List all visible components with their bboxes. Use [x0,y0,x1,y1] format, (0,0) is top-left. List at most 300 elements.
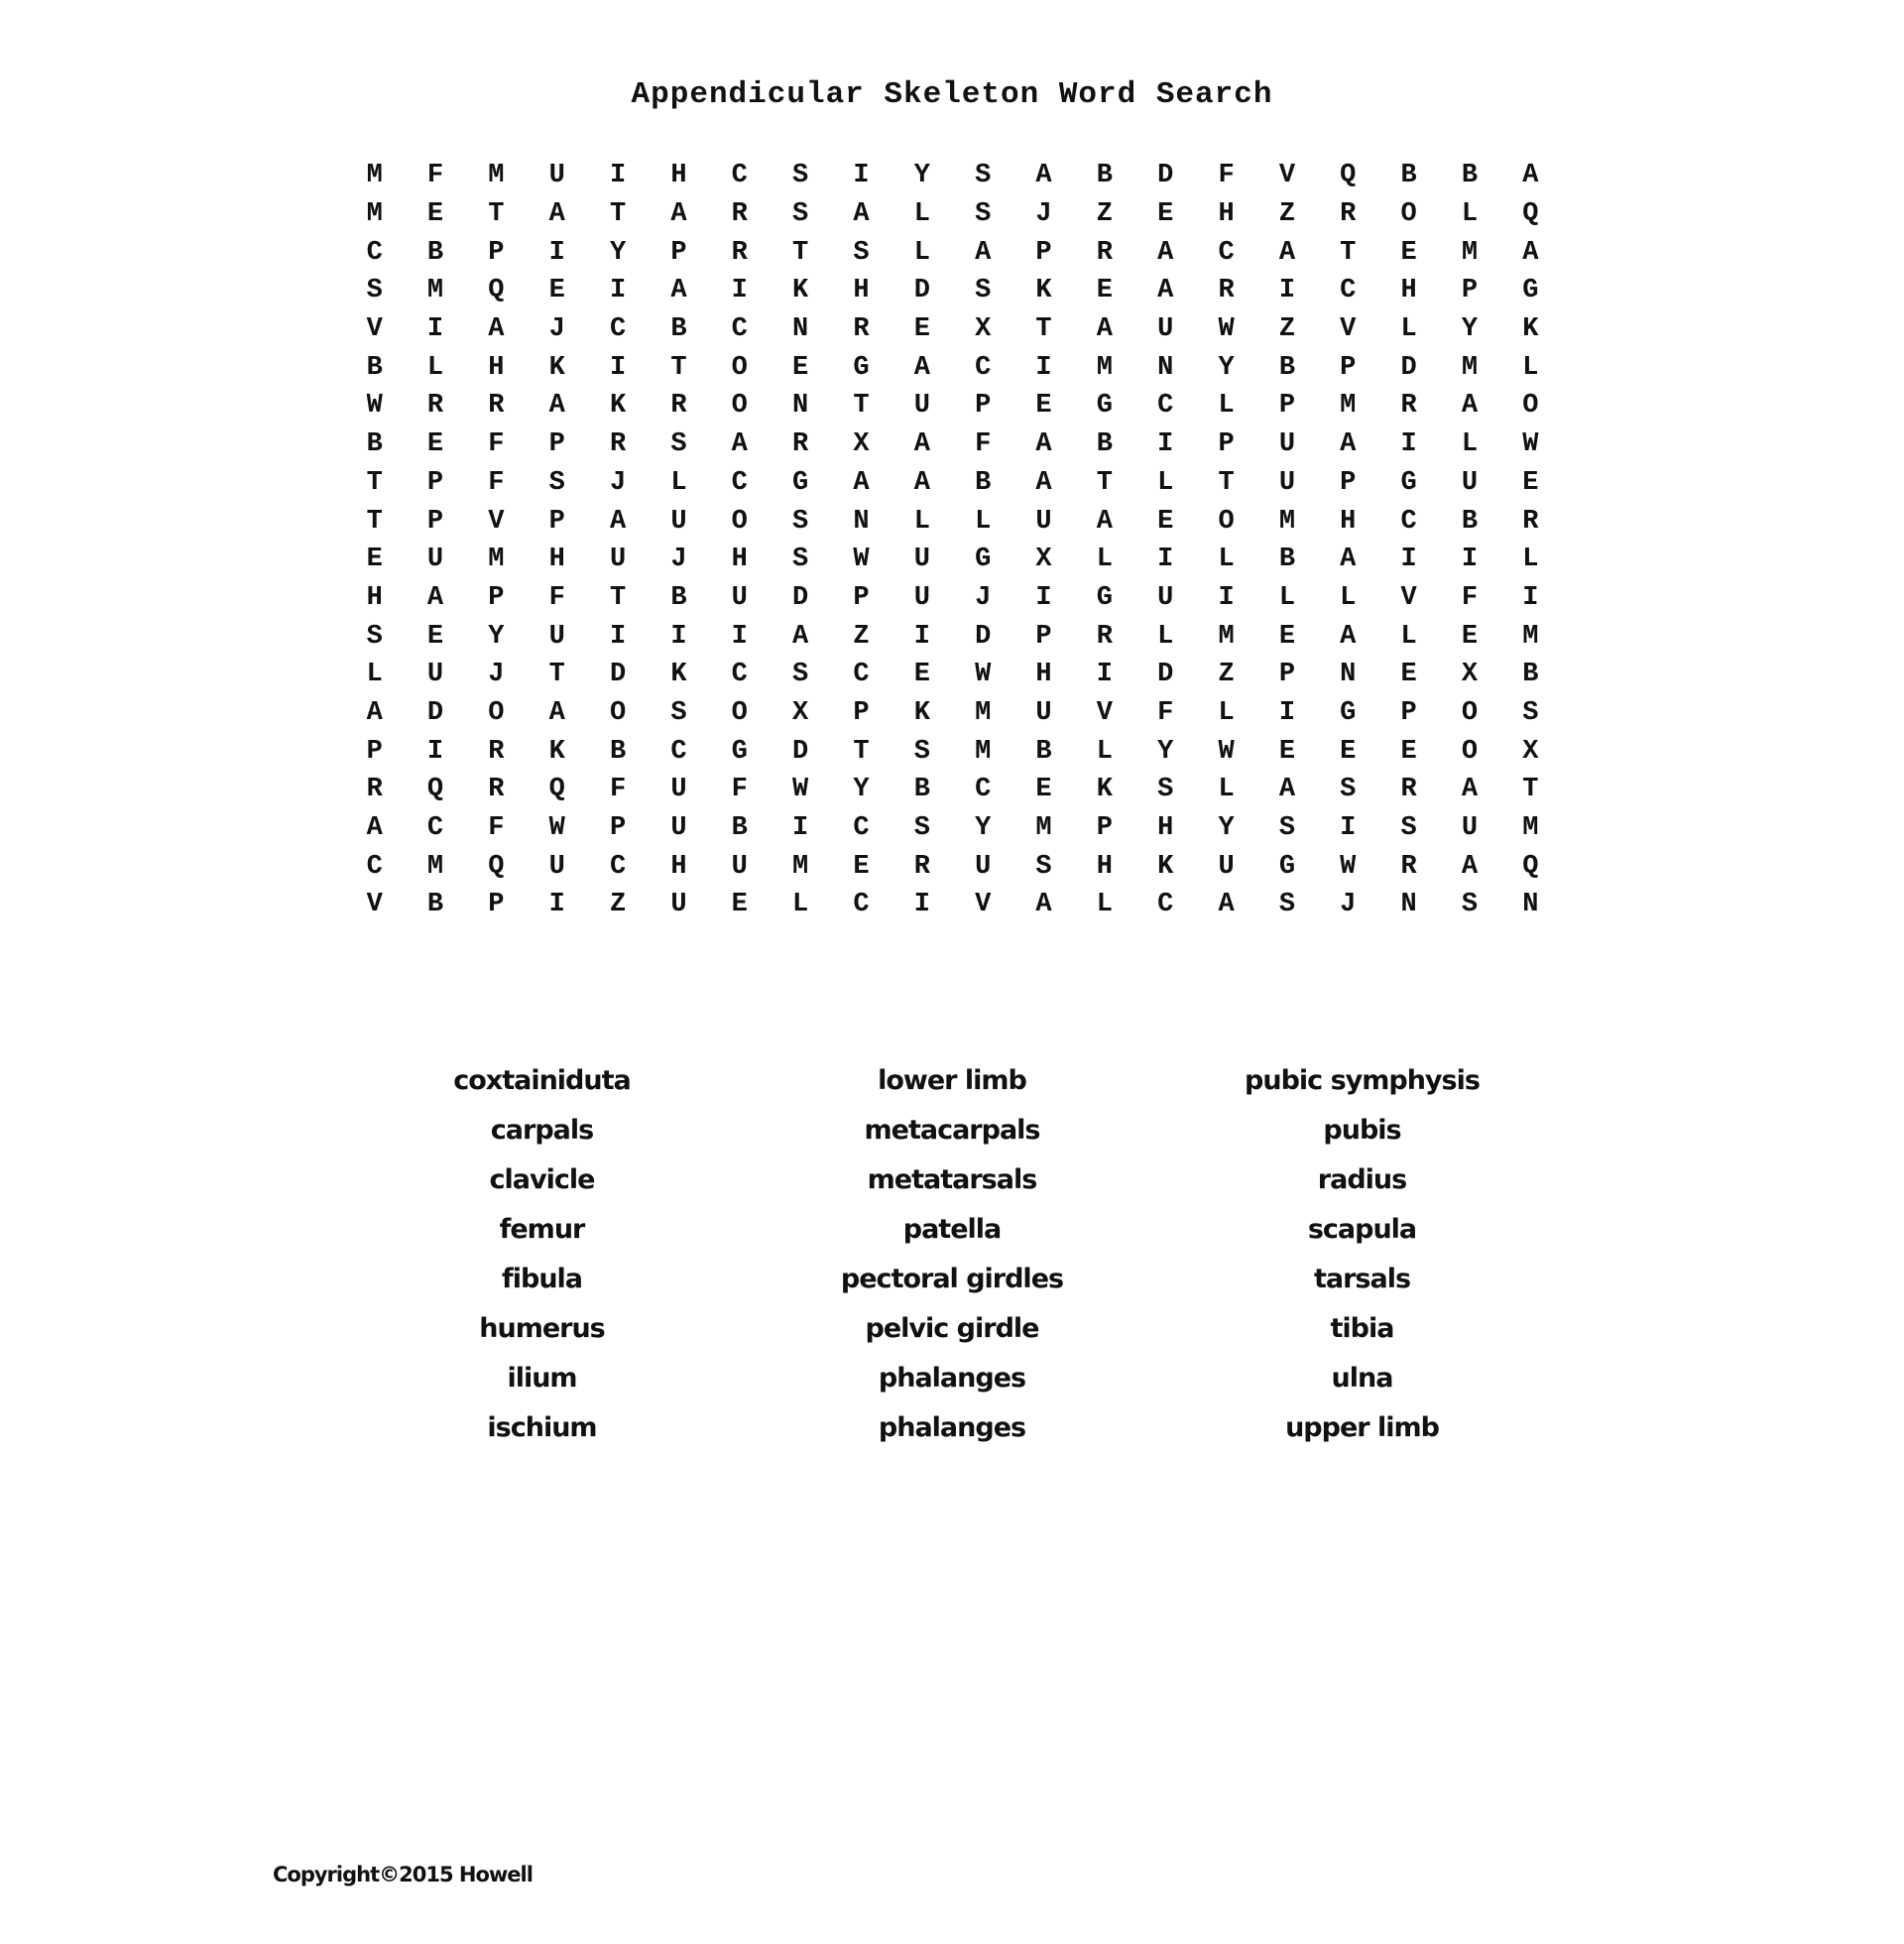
grid-letter: B [1400,161,1417,191]
grid-letter: Z [609,890,627,920]
grid-letter: W [792,775,809,805]
grid-letter: E [913,314,930,345]
grid-letter: A [1035,161,1052,191]
word-bank-item: pubic symphysis [1245,1065,1480,1096]
grid-letter: P [975,391,992,422]
grid-letter: Y [913,161,930,191]
grid-letter: P [488,237,505,268]
grid-letter: R [913,851,930,882]
grid-letter: C [1218,237,1235,268]
grid-letter: L [913,199,930,230]
grid-letter: P [1278,660,1296,690]
grid-letter: E [426,199,444,230]
word-bank-item: patella [902,1214,1002,1245]
grid-letter: M [1340,391,1357,422]
grid-letter: J [1035,199,1052,230]
grid-letter: T [609,582,627,613]
grid-letter: B [426,890,444,920]
grid-letter: P [1400,697,1417,728]
grid-letter: B [1096,429,1113,460]
grid-letter: A [731,429,748,460]
grid-letter: G [1400,467,1417,498]
grid-letter: K [792,276,809,306]
grid-letter: A [1035,429,1052,460]
grid-letter: F [488,429,505,460]
grid-letter: I [1035,582,1052,613]
grid-letter: P [548,506,565,537]
grid-letter: R [731,237,748,268]
grid-letter: T [853,736,870,767]
grid-letter: E [426,429,444,460]
grid-letter: U [609,545,627,575]
grid-letter: L [1218,545,1235,575]
grid-letter: B [1278,545,1296,575]
grid-letter: A [853,467,870,498]
grid-letter: R [609,429,627,460]
grid-letter: L [1340,582,1357,613]
grid-letter: P [1340,352,1357,383]
grid-letter: P [1218,429,1235,460]
grid-letter: E [1157,506,1174,537]
word-bank-item: radius [1317,1164,1407,1195]
grid-letter: L [792,890,809,920]
grid-letter: Q [488,276,505,306]
grid-letter: D [792,736,809,767]
grid-letter: T [1035,314,1052,345]
grid-letter: U [731,851,748,882]
word-bank-item: upper limb [1285,1412,1439,1443]
grid-letter: P [366,736,383,767]
grid-letter: S [853,237,870,268]
grid-letter: I [1157,429,1174,460]
grid-letter: F [1461,582,1479,613]
grid-letter: J [548,314,565,345]
grid-letter: N [792,391,809,422]
grid-letter: U [1218,851,1235,882]
grid-letter: C [731,161,748,191]
grid-letter: A [670,276,687,306]
grid-letter: L [913,237,930,268]
grid-letter: T [1522,775,1539,805]
grid-letter: A [1340,545,1357,575]
grid-letter: U [548,621,565,652]
grid-letter: M [366,161,383,191]
grid-letter: L [1096,736,1113,767]
grid-letter: O [1461,736,1479,767]
grid-letter: I [609,352,627,383]
grid-letter: I [1278,276,1296,306]
grid-letter: A [1461,775,1479,805]
grid-letter: Y [1157,736,1174,767]
grid-letter: E [792,352,809,383]
grid-letter: I [1340,813,1357,844]
grid-letter: H [1035,660,1052,690]
grid-letter: J [488,660,505,690]
grid-letter: U [670,890,687,920]
grid-letter: S [792,545,809,575]
grid-letter: E [1035,775,1052,805]
grid-letter: L [1157,621,1174,652]
grid-letter: L [670,467,687,498]
grid-letter: Y [975,813,992,844]
grid-letter: A [1522,237,1539,268]
grid-letter: A [1218,890,1235,920]
grid-letter: M [1218,621,1235,652]
grid-letter: I [426,736,444,767]
grid-letter: M [975,697,992,728]
grid-letter: Q [1522,199,1539,230]
grid-letter: O [731,391,748,422]
grid-letter: A [853,199,870,230]
grid-letter: E [913,660,930,690]
grid-letter: C [975,775,992,805]
grid-letter: C [731,660,748,690]
grid-letter: S [670,429,687,460]
grid-letter: A [1461,391,1479,422]
grid-letter: C [609,314,627,345]
grid-letter: W [1522,429,1539,460]
word-bank-item: metacarpals [864,1115,1040,1146]
grid-letter: M [426,851,444,882]
grid-letter: X [1522,736,1539,767]
grid-letter: B [609,736,627,767]
grid-letter: G [1096,582,1113,613]
grid-letter: S [975,199,992,230]
grid-letter: T [792,237,809,268]
grid-letter: F [548,582,565,613]
grid-letter: A [366,697,383,728]
word-bank-item: lower limb [878,1065,1026,1096]
grid-letter: M [1461,237,1479,268]
grid-letter: G [792,467,809,498]
grid-letter: U [426,545,444,575]
grid-letter: D [1400,352,1417,383]
grid-letter: L [426,352,444,383]
grid-letter: K [548,736,565,767]
grid-letter: I [548,890,565,920]
grid-letter: C [1340,276,1357,306]
grid-letter: K [548,352,565,383]
grid-letter: P [670,237,687,268]
grid-letter: U [1035,506,1052,537]
grid-letter: M [975,736,992,767]
grid-letter: A [1340,621,1357,652]
grid-letter: E [1157,199,1174,230]
grid-letter: A [913,352,930,383]
grid-letter: O [488,697,505,728]
grid-letter: I [1400,545,1417,575]
grid-letter: U [913,582,930,613]
grid-letter: X [1035,545,1052,575]
grid-letter: L [1218,697,1235,728]
grid-letter: A [913,467,930,498]
grid-letter: V [1278,161,1296,191]
grid-letter: D [913,276,930,306]
grid-letter: B [670,314,687,345]
grid-letter: A [670,199,687,230]
grid-letter: I [670,621,687,652]
grid-letter: M [1035,813,1052,844]
grid-letter: B [366,352,383,383]
grid-letter: P [426,467,444,498]
word-bank-item: phalanges [878,1412,1026,1443]
grid-letter: H [1218,199,1235,230]
grid-letter: H [1096,851,1113,882]
grid-letter: B [913,775,930,805]
grid-letter: B [670,582,687,613]
grid-letter: A [548,697,565,728]
grid-letter: P [1096,813,1113,844]
grid-letter: R [853,314,870,345]
grid-letter: I [913,890,930,920]
grid-letter: R [670,391,687,422]
word-bank-column [748,1056,1157,1453]
grid-letter: M [366,199,383,230]
grid-letter: R [426,391,444,422]
grid-letter: J [975,582,992,613]
grid-letter: P [1035,621,1052,652]
grid-letter: O [609,697,627,728]
grid-letter: Z [1218,660,1235,690]
grid-letter: E [1522,467,1539,498]
grid-letter: L [1096,545,1113,575]
word-bank-item: phalanges [878,1363,1026,1394]
grid-letter: L [1522,352,1539,383]
grid-letter: C [670,736,687,767]
grid-letter: P [853,697,870,728]
grid-letter: I [1278,697,1296,728]
grid-letter: C [609,851,627,882]
grid-letter: A [1522,161,1539,191]
grid-letter: I [426,314,444,345]
grid-letter: T [366,467,383,498]
grid-letter: O [1218,506,1235,537]
grid-letter: B [426,237,444,268]
grid-letter: E [1400,660,1417,690]
grid-letter: F [975,429,992,460]
grid-letter: I [1096,660,1113,690]
grid-letter: Y [1218,352,1235,383]
grid-letter: S [792,199,809,230]
grid-letter: B [1461,161,1479,191]
grid-letter: W [853,545,870,575]
grid-letter: S [1400,813,1417,844]
grid-letter: L [1522,545,1539,575]
grid-letter: Y [853,775,870,805]
grid-letter: A [548,391,565,422]
grid-letter: Q [1340,161,1357,191]
grid-letter: H [548,545,565,575]
grid-letter: N [792,314,809,345]
grid-letter: M [426,276,444,306]
grid-letter: S [975,276,992,306]
grid-letter: I [1522,582,1539,613]
grid-letter: L [913,506,930,537]
grid-letter: U [913,545,930,575]
grid-letter: E [1461,621,1479,652]
grid-letter: C [853,660,870,690]
grid-letter: D [1157,660,1174,690]
grid-letter: E [1035,391,1052,422]
grid-letter: M [1522,621,1539,652]
word-search-grid [344,157,1561,924]
grid-letter: U [670,775,687,805]
grid-letter: H [1400,276,1417,306]
grid-letter: N [1157,352,1174,383]
grid-letter: E [731,890,748,920]
grid-letter: E [1278,621,1296,652]
grid-letter: R [1522,506,1539,537]
copyright-notice: Copyright©2015 Howell [273,1863,533,1886]
grid-letter: P [488,582,505,613]
grid-letter: T [1218,467,1235,498]
grid-letter: A [609,506,627,537]
grid-letter: U [1035,697,1052,728]
grid-letter: I [1035,352,1052,383]
grid-letter: A [792,621,809,652]
grid-letter: F [426,161,444,191]
grid-letter: U [670,813,687,844]
grid-letter: S [792,660,809,690]
grid-letter: O [731,697,748,728]
grid-letter: S [1035,851,1052,882]
grid-letter: T [670,352,687,383]
grid-letter: C [1400,506,1417,537]
grid-letter: L [1157,467,1174,498]
grid-letter: N [1400,890,1417,920]
grid-letter: R [488,775,505,805]
grid-letter: S [913,813,930,844]
grid-letter: Y [1218,813,1235,844]
grid-letter: C [426,813,444,844]
grid-letter: U [670,506,687,537]
grid-letter: U [1461,813,1479,844]
grid-letter: B [366,429,383,460]
grid-letter: I [731,621,748,652]
grid-letter: W [366,391,383,422]
grid-letter: A [1157,237,1174,268]
grid-letter: Y [609,237,627,268]
grid-letter: L [366,660,383,690]
grid-letter: Z [1278,314,1296,345]
grid-letter: L [1096,890,1113,920]
grid-letter: E [1400,237,1417,268]
grid-letter: X [792,697,809,728]
grid-letter: C [853,813,870,844]
grid-letter: R [1400,391,1417,422]
grid-letter: B [1096,161,1113,191]
grid-letter: A [548,199,565,230]
grid-letter: D [792,582,809,613]
grid-letter: H [853,276,870,306]
grid-letter: U [1278,467,1296,498]
grid-letter: E [1340,736,1357,767]
grid-letter: H [1157,813,1174,844]
grid-letter: E [426,621,444,652]
grid-letter: U [731,582,748,613]
grid-letter: S [1461,890,1479,920]
grid-letter: S [670,697,687,728]
grid-letter: H [670,161,687,191]
grid-letter: E [366,545,383,575]
grid-letter: J [1340,890,1357,920]
grid-letter: C [366,237,383,268]
word-bank-column [1157,1056,1567,1453]
grid-letter: G [731,736,748,767]
grid-letter: I [609,621,627,652]
grid-letter: R [366,775,383,805]
word-bank-item: tarsals [1313,1264,1411,1294]
grid-letter: M [1522,813,1539,844]
word-bank-item: tibia [1330,1313,1394,1344]
grid-letter: K [1096,775,1113,805]
grid-letter: P [1340,467,1357,498]
word-bank-item: ischium [487,1412,597,1443]
grid-letter: I [731,276,748,306]
grid-letter: A [1461,851,1479,882]
grid-letter: R [488,736,505,767]
grid-letter: G [1278,851,1296,882]
grid-letter: B [1522,660,1539,690]
grid-letter: U [975,851,992,882]
grid-letter: A [488,314,505,345]
grid-letter: B [731,813,748,844]
grid-letter: F [1157,697,1174,728]
grid-letter: W [1340,851,1357,882]
grid-letter: V [975,890,992,920]
grid-letter: I [548,237,565,268]
grid-letter: S [366,621,383,652]
grid-letter: G [1522,276,1539,306]
grid-letter: N [1522,890,1539,920]
page-title: Appendicular Skeleton Word Search [631,77,1273,112]
grid-letter: Q [426,775,444,805]
grid-letter: V [1400,582,1417,613]
grid-letter: C [1157,391,1174,422]
word-bank-item: pelvic girdle [865,1313,1039,1344]
grid-letter: H [488,352,505,383]
grid-letter: W [975,660,992,690]
grid-letter: R [731,199,748,230]
word-bank-column [337,1056,747,1453]
grid-letter: C [731,314,748,345]
grid-letter: V [366,890,383,920]
grid-letter: I [609,161,627,191]
grid-letter: S [1522,697,1539,728]
grid-letter: K [913,697,930,728]
grid-letter: X [1461,660,1479,690]
grid-letter: S [1278,813,1296,844]
grid-letter: T [1096,467,1113,498]
grid-letter: A [1157,276,1174,306]
grid-letter: D [609,660,627,690]
grid-letter: R [1096,237,1113,268]
grid-letter: I [1218,582,1235,613]
word-bank-item: pectoral girdles [840,1264,1064,1294]
grid-letter: U [548,161,565,191]
grid-letter: A [913,429,930,460]
grid-letter: B [1278,352,1296,383]
word-bank-item: femur [499,1214,585,1245]
grid-letter: M [488,161,505,191]
grid-letter: I [853,161,870,191]
grid-letter: S [1340,775,1357,805]
grid-letter: U [426,660,444,690]
grid-letter: R [1400,851,1417,882]
grid-letter: F [488,467,505,498]
grid-letter: A [975,237,992,268]
grid-letter: A [1035,890,1052,920]
